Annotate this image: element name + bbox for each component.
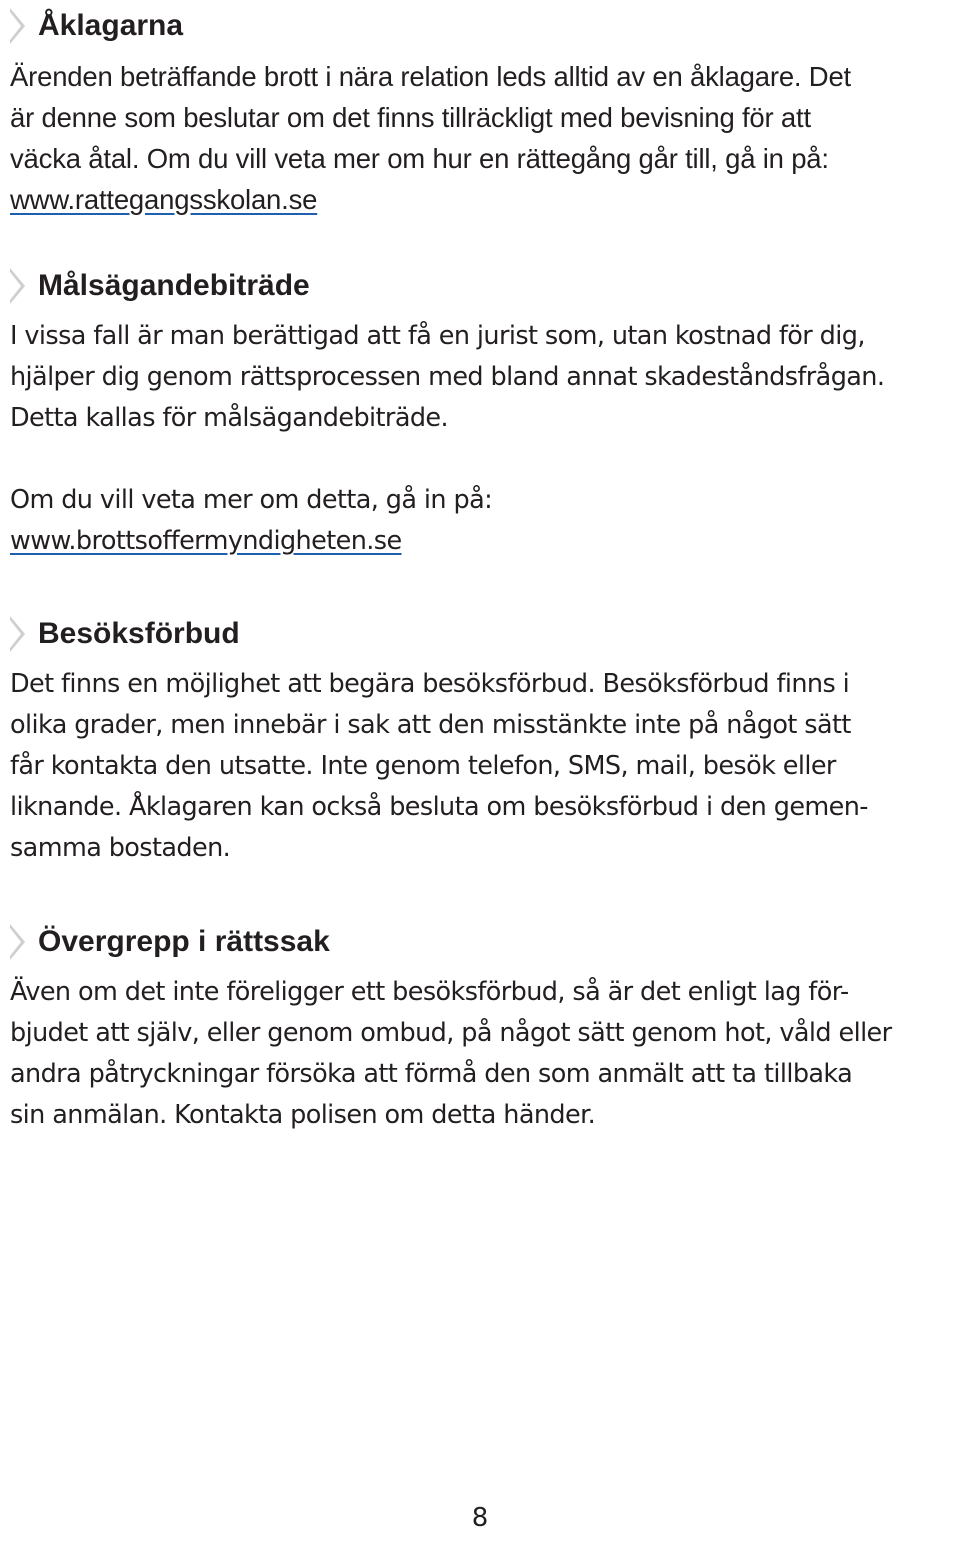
body-line: andra påtryckningar försöka att förmå den som anmält att ta tillbaka	[10, 1059, 853, 1089]
body-line: Även om det inte föreligger ett besöksförbud, så är det enligt lag för-	[10, 977, 849, 1007]
body-line: liknande. Åklagaren kan också besluta om besöksförbud i den gemen-	[10, 792, 868, 822]
heading-text: Besöksförbud	[38, 617, 240, 650]
body-line: Om du vill veta mer om detta, gå in på:	[10, 485, 493, 515]
section-body	[10, 972, 955, 1136]
section-besoksforbud	[10, 616, 955, 869]
body-line: Ärenden beträffande brott i nära relation leds alltid av en åklagare. Det	[10, 61, 851, 92]
triangle-right-outline-icon	[10, 616, 26, 652]
triangle-right-outline-icon	[10, 268, 26, 304]
section-heading	[10, 924, 955, 960]
link-rattegangsskolan[interactable]: www.rattegangsskolan.se	[10, 184, 318, 215]
body-line: är denne som beslutar om det finns tillräckligt med bevisning för att	[10, 102, 811, 133]
heading-text: Åklagarna	[38, 9, 184, 42]
body-line: olika grader, men innebär i sak att den misstänkte inte på något sätt	[10, 710, 851, 740]
body-line: Detta kallas för målsägandebiträde.	[10, 403, 449, 433]
section-overgrepp	[10, 924, 955, 1136]
section-aklagarna	[10, 8, 955, 220]
page-number: 8	[471, 1503, 489, 1533]
body-line: I vissa fall är man berättigad att få en jurist som, utan kostnad för dig,	[10, 321, 865, 351]
triangle-right-outline-icon	[10, 924, 26, 960]
section-malsagandebitrade	[10, 268, 955, 562]
heading-text: Övergrepp i rättssak	[38, 925, 330, 958]
body-line: bjudet att själv, eller genom ombud, på något sätt genom hot, våld eller	[10, 1018, 892, 1048]
heading-text: Målsägandebiträde	[38, 269, 310, 302]
body-line: Det finns en möjlighet att begära besöksförbud. Besöksförbud finns i	[10, 669, 850, 699]
body-line: hjälper dig genom rättsprocessen med bland annat skadeståndsfrågan.	[10, 362, 885, 392]
triangle-right-outline-icon	[10, 8, 26, 44]
section-heading	[10, 268, 955, 304]
link-brottsoffermyndigheten[interactable]: www.brottsoffermyndigheten.se	[10, 526, 402, 556]
body-line: väcka åtal. Om du vill veta mer om hur en rättegång går till, gå in på:	[10, 143, 829, 174]
body-line: samma bostaden.	[10, 833, 231, 863]
body-line: får kontakta den utsatte. Inte genom telefon, SMS, mail, besök eller	[10, 751, 836, 781]
section-heading	[10, 616, 955, 652]
section-heading	[10, 8, 955, 44]
section-body	[10, 316, 955, 562]
body-line: sin anmälan. Kontakta polisen om detta händer.	[10, 1100, 596, 1130]
section-body	[10, 664, 955, 869]
section-body	[10, 56, 955, 220]
